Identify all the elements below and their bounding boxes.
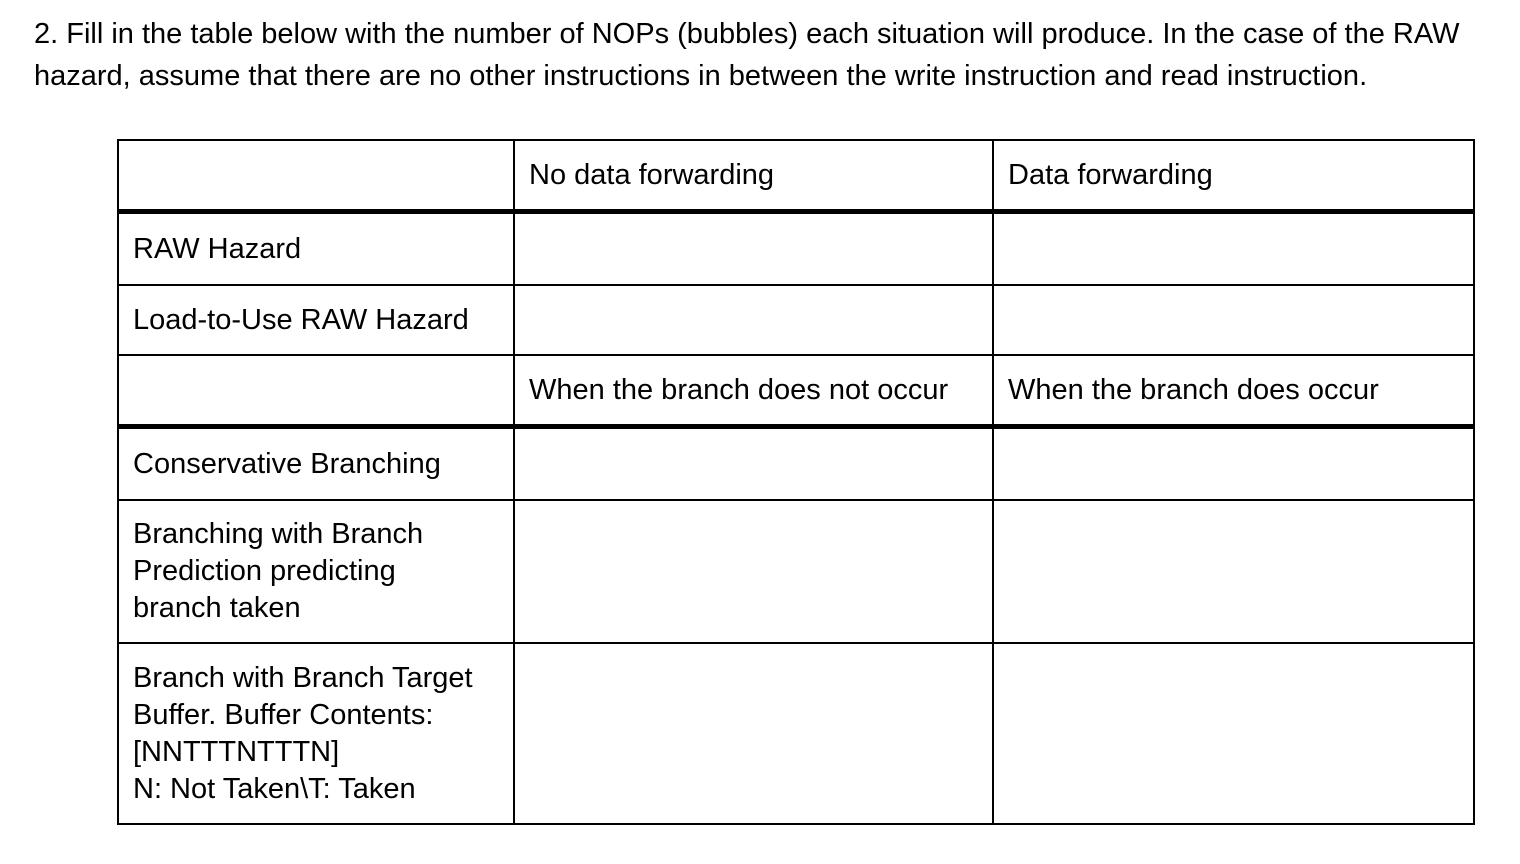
answer-cell[interactable] xyxy=(993,285,1474,355)
table-header-forwarding xyxy=(118,140,1474,212)
row-label-branch-prediction xyxy=(118,500,514,643)
header-data-forwarding: Data forwarding xyxy=(993,140,1474,212)
table-row xyxy=(118,285,1474,355)
header-empty-cell xyxy=(118,355,514,427)
table-header-branch xyxy=(118,355,1474,427)
answer-cell[interactable] xyxy=(993,212,1474,286)
answer-cell[interactable] xyxy=(514,500,993,643)
answer-cell[interactable] xyxy=(993,643,1474,824)
nop-table xyxy=(117,139,1475,825)
answer-cell[interactable] xyxy=(514,285,993,355)
table-row xyxy=(118,427,1474,501)
row-label-load-to-use: Load-to-Use RAW Hazard xyxy=(118,285,514,355)
row-label-raw-hazard: RAW Hazard xyxy=(118,212,514,286)
question-text: 2. Fill in the table below with the number of NOPs (bubbles) each situation will produce. In the case of the RAW hazard, assume that there are no other instructions in between the write instruction and read instruction. xyxy=(34,18,1460,92)
row-label-line: Prediction predicting xyxy=(133,555,396,587)
header-branch-occur: When the branch does occur xyxy=(993,355,1474,427)
answer-cell[interactable] xyxy=(514,643,993,824)
row-label-line: [NNTTTNTTTN] xyxy=(133,735,340,768)
row-label-line: Branch with Branch Target xyxy=(133,661,473,694)
answer-cell[interactable] xyxy=(993,500,1474,643)
answer-cell[interactable] xyxy=(514,427,993,501)
table-row xyxy=(118,643,1474,824)
row-label-conservative-branching xyxy=(118,427,514,501)
row-label-line: Buffer. Buffer Contents: xyxy=(133,698,434,731)
row-label-branch-target-buffer xyxy=(118,643,514,824)
table-row xyxy=(118,212,1474,286)
answer-cell[interactable] xyxy=(993,427,1474,501)
row-label-line: Branching with Branch xyxy=(133,518,424,550)
table-row xyxy=(118,500,1474,643)
header-no-data-forwarding: No data forwarding xyxy=(514,140,993,212)
header-branch-not-occur: When the branch does not occur xyxy=(514,355,993,427)
row-label-line: Conservative Branching xyxy=(133,447,441,480)
header-empty-cell xyxy=(118,140,514,212)
answer-cell[interactable] xyxy=(514,212,993,286)
row-label-line: branch taken xyxy=(133,592,301,624)
row-label-line: N: Not Taken\T: Taken xyxy=(133,772,416,805)
